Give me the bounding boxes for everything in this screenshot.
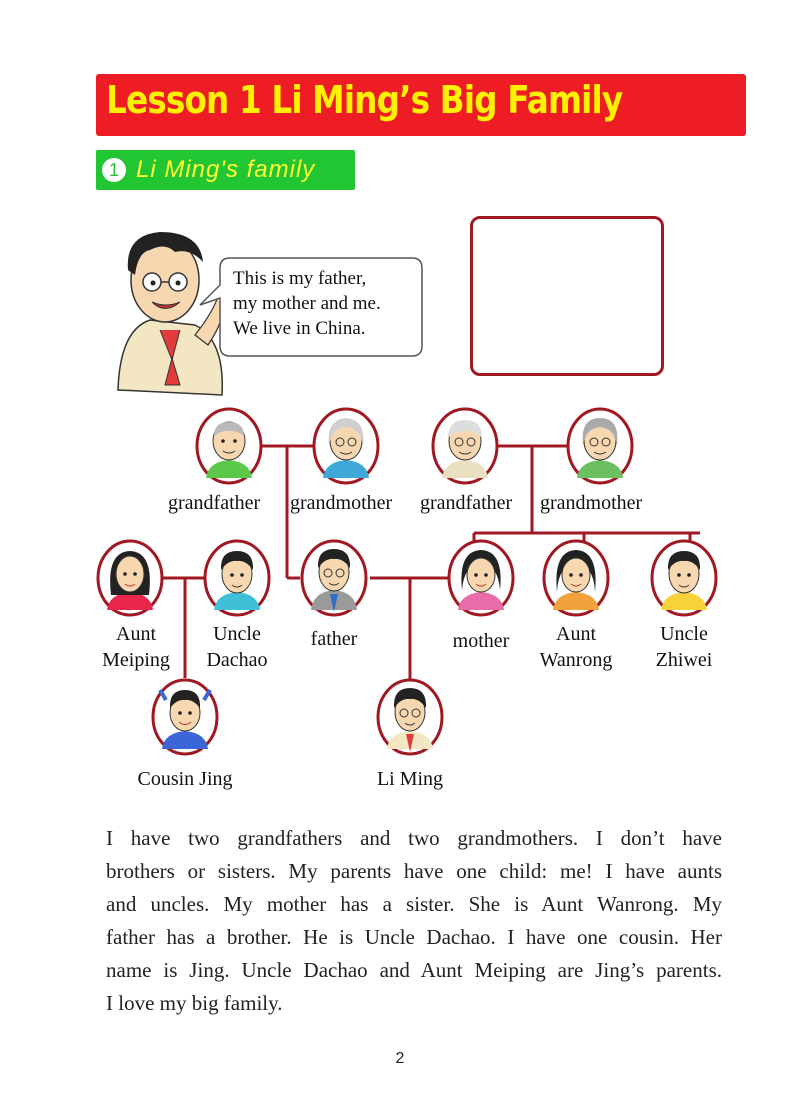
label-aunt-meiping — [96, 621, 176, 673]
label-line: Dachao — [206, 649, 268, 671]
cousin-jing-portrait — [153, 680, 217, 754]
speech-line: We live in China. — [233, 318, 366, 339]
label-line: Aunt — [116, 623, 156, 645]
label-father: father — [310, 628, 358, 650]
label-line: Meiping — [102, 649, 170, 671]
label-line: Uncle — [213, 623, 261, 645]
paragraph-line: brothers or sisters. My parents have one child: me! I have aunts — [106, 859, 722, 883]
label-grandmother-paternal: grandmother — [290, 492, 393, 514]
portraits — [98, 409, 716, 754]
label-line: Zhiwei — [655, 649, 713, 671]
li-ming-pointing-illustration — [118, 232, 228, 395]
speech-line: my mother and me. — [233, 293, 381, 314]
section-label: Li Ming's family — [136, 156, 316, 183]
section-number: 1 — [102, 158, 126, 182]
paragraph-line: I have two grandfathers and two grandmothers. I don’t have — [106, 826, 722, 850]
label-aunt-wanrong — [531, 621, 621, 673]
grandfather-maternal-portrait — [433, 409, 497, 483]
speech-bubble-text — [233, 266, 381, 341]
label-grandmother-maternal: grandmother — [540, 492, 643, 514]
label-cousin-jing: Cousin Jing — [137, 768, 233, 790]
aunt-meiping-portrait — [98, 541, 162, 615]
father-portrait — [302, 541, 366, 615]
page-number: 2 — [395, 1050, 405, 1067]
lesson-title: Lesson 1 Li Ming’s Big Family — [106, 78, 623, 122]
label-uncle-dachao — [197, 621, 277, 673]
uncle-zhiwei-portrait — [652, 541, 716, 615]
paragraph-line: I love my big family. — [106, 991, 283, 1015]
label-line: Uncle — [660, 623, 708, 645]
reading-paragraph — [106, 822, 722, 1020]
label-li-ming: Li Ming — [376, 768, 444, 790]
uncle-dachao-portrait — [205, 541, 269, 615]
paragraph-line: father has a brother. He is Uncle Dachao. I have one cousin. Her — [106, 925, 722, 949]
grandfather-paternal-portrait — [197, 409, 261, 483]
label-uncle-zhiwei — [644, 621, 724, 673]
label-grandfather-paternal: grandfather — [168, 492, 261, 514]
li-ming-portrait — [378, 680, 442, 754]
grandmother-maternal-portrait — [568, 409, 632, 483]
grandmother-paternal-portrait — [314, 409, 378, 483]
label-line: Aunt — [556, 623, 596, 645]
family-photo-frame — [470, 216, 664, 376]
label-mother: mother — [452, 630, 510, 652]
speech-line: This is my father, — [233, 268, 367, 289]
label-line: Wanrong — [539, 649, 613, 671]
label-grandfather-maternal: grandfather — [420, 492, 513, 514]
paragraph-line: name is Jing. Uncle Dachao and Aunt Meiping are Jing’s parents. — [106, 958, 722, 982]
mother-portrait — [449, 541, 513, 615]
aunt-wanrong-portrait — [544, 541, 608, 615]
paragraph-line: and uncles. My mother has a sister. She is Aunt Wanrong. My — [106, 892, 722, 916]
